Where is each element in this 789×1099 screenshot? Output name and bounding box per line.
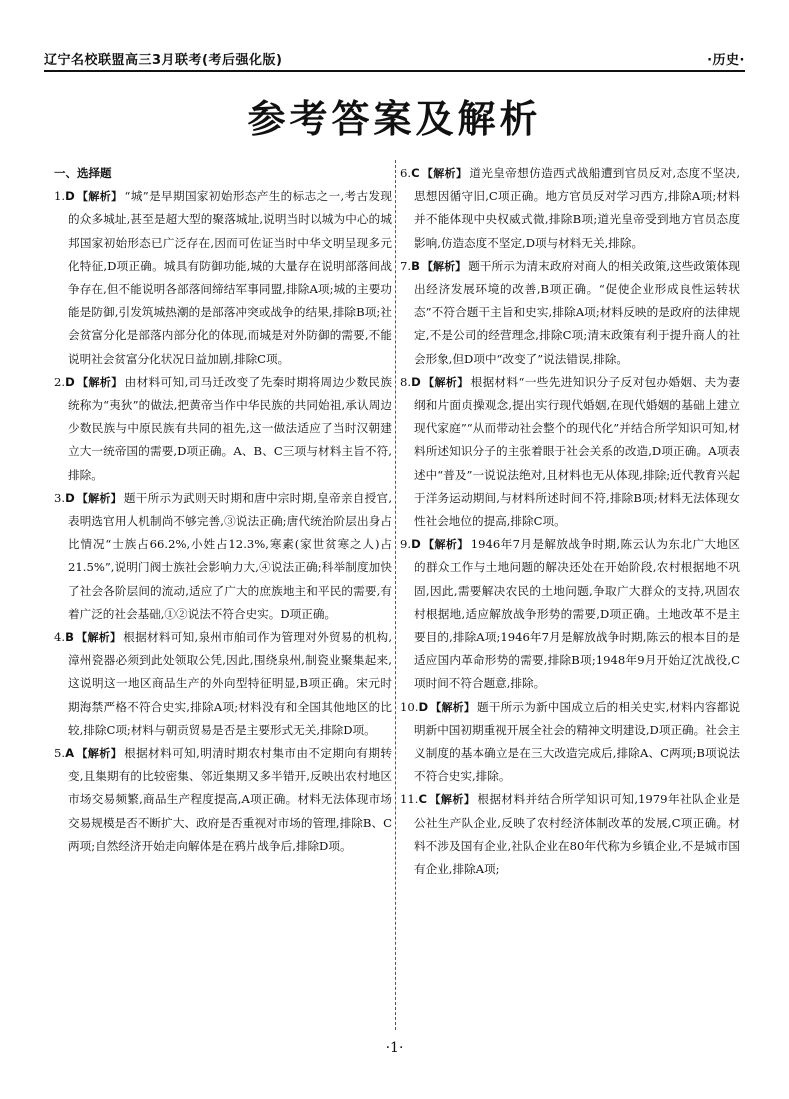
- analysis-text: 由材料可知,司马迁改变了先秦时期将周边少数民族统称为“夷狄”的做法,把黄帝当作中华民族的共同始祖,承认周边少数民族与中原民族有共同的祖先,这一做法适应了当时汉朝建立大一统帝国的需要,D项正确。A、B、C三项与材料主旨不符,排除。: [68, 374, 393, 482]
- left-column: [54, 162, 392, 858]
- analysis-tag: 【解析】: [422, 375, 469, 389]
- answer-item-head: [54, 189, 125, 203]
- answer-item-head: [400, 700, 477, 714]
- analysis-tag: 【解析】: [421, 259, 467, 273]
- answer-item-head: [400, 166, 469, 180]
- page-header: [44, 44, 745, 68]
- analysis-text: 根据材料“一些先进知识分子反对包办婚姻、夫为妻纲和片面贞操观念,提出实行现代婚姻,在现代婚姻的基础上建立现代家庭”“从而带动社会整个的现代化”并结合所学知识可知,材料所述知识分子的主张着眼于社会关系的改造,D项正确。A项表述中“普及”一说说法绝对,且材料也无从体现,排除;近代教育兴起于洋务运动期间,与材料所述时间不符,排除B项;材料无法体现女性社会地位的提高,排除C项。: [414, 374, 741, 529]
- analysis-text: 1946年7月是解放战争时期,陈云认为东北广大地区的群众工作与土地问题的解决还处在开始阶段,农村根据地不巩固,因此,需要解决农民的土地问题,争取广大群众的支持,巩固农村根据地,适应解放战争形势的需要,D项正确。土地改革不是主要目的,排除A项;1946年7月是解放战争时期,陈云的根本目的是适应国内革命形势的需要,排除B项;1948年9月开始辽沈战役,C项时间不符合题意,排除。: [414, 537, 740, 691]
- analysis-tag: 【解析】: [76, 190, 123, 204]
- column-divider: [395, 160, 396, 1030]
- answer-item-head: [54, 630, 123, 644]
- answer-item-head: [400, 259, 468, 273]
- question-number: 9.: [400, 537, 412, 552]
- answer-item-head: [54, 491, 124, 505]
- answer-letter: B: [411, 258, 420, 273]
- answer-letter: D: [65, 189, 75, 204]
- analysis-text: “城”是早期国家初始形态产生的标志之一,考古发现的众多城址,甚至是超大型的聚落城址,说明当时以城为中心的城邦国家初始形态已广泛存在,因而可佐证当时中华文明呈现多元化特征,D项正确。城具有防御功能,城的大量存在说明部落间战争存在,但不能说明各部落间缔结军事同盟,排除A项;城的主要功能是防御,引发筑城热潮的是部落冲突或战争的结果,排除B项;社会贫富分化是部落内部分化的体现,而城是对外防御的需要,不能说明社会贫富分化状况日益加剧,排除C项。: [68, 189, 392, 366]
- analysis-tag: 【解析】: [428, 793, 476, 807]
- answer-letter: A: [65, 746, 75, 761]
- right-column: [400, 162, 740, 881]
- question-number: 8.: [400, 374, 412, 389]
- answer-item: [400, 162, 740, 255]
- analysis-text: 题干所示为武则天时期和唐中宗时期,皇帝亲自授官,表明选官用人机制尚不够完善,③说法正确;唐代统治阶层出身占比情况“士族占66.2%,小姓占12.3%,寒素(家世贫寒之人)占21.5%”,说明门阀士族社会影响力大,④说法正确;科举制度加快了社会各阶层间的流动,适应了广大的庶族地主和平民的需要,有着广泛的社会基础,①②说法不符合史实。D项正确。: [68, 490, 393, 621]
- analysis-text: 根据材料可知,明清时期农村集市由不定期向有期转变,且集期有的比较密集、邻近集期又多半错开,反映出农村地区市场交易频繁,商品生产程度提高,A项正确。材料无法体现市场交易规模是否不断扩大、政府是否重视对市场的管理,排除B、C两项;自然经济开始走向解体是在鸦片战争后,排除D项。: [68, 746, 393, 853]
- answer-letter: C: [418, 792, 427, 807]
- analysis-text: 题干所示为新中国成立后的相关史实,材料内容都说明新中国初期重视开展全社会的精神文明建设,D项正确。社会主义制度的基本确立是在三大改造完成后,排除A、C两项;B项说法不符合史实,排除。: [414, 699, 741, 784]
- question-number: 3.: [54, 490, 66, 505]
- page-title: 参考答案及解析: [247, 97, 542, 141]
- answer-item: [54, 371, 392, 487]
- answer-item-head: [400, 537, 471, 551]
- answer-item: [400, 533, 740, 695]
- answer-letter: B: [65, 630, 74, 645]
- answer-letter: D: [411, 374, 421, 389]
- answer-item: [54, 742, 392, 858]
- analysis-tag: 【解析】: [76, 375, 123, 389]
- analysis-tag: 【解析】: [421, 167, 468, 180]
- analysis-tag: 【解析】: [430, 700, 476, 714]
- analysis-tag: 【解析】: [75, 631, 122, 645]
- answer-letter: C: [411, 166, 420, 180]
- analysis-text: 题干所示为清末政府对商人的相关政策,这些政策体现出经济发展环境的改善,B项正确。“促使企业形成良性运转状态”不符合题干主旨和史实,排除A项;材料反映的是政府的法律规定,不是公司的经营理念,排除C项;清末政策有利于提升商人的社会形象,但D项中“改变了”说法错误,排除。: [414, 258, 740, 366]
- analysis-text: 根据材料并结合所学知识可知,1979年社队企业是公社生产队企业,反映了农村经济体制改革的发展,C项正确。材料不涉及国有企业,社队企业在80年代称为乡镇企业,不是城市国有企业,排除A项;: [414, 792, 740, 877]
- analysis-tag: 【解析】: [76, 491, 122, 505]
- answer-item: [400, 371, 740, 533]
- answer-item: [400, 255, 740, 371]
- analysis-text: 根据材料可知,泉州市舶司作为管理对外贸易的机构,漳州瓷器必须到此处领取公凭,因此,围绕泉州,制瓷业聚集起来,这说明这一地区商品生产的外向型特征明显,B项正确。宋元时期海禁严格不符合史实,排除A项;材料没有和全国其他地区的比较,排除C项;材料与朝贡贸易是否是主要形式无关,排除D项。: [68, 630, 393, 737]
- answer-item-head: [400, 792, 477, 806]
- answer-item: [54, 487, 392, 626]
- header-exam-title: 辽宁名校联盟高三3月联考(考后强化版): [44, 53, 283, 68]
- question-number: 6.: [400, 166, 412, 180]
- question-number: 10.: [400, 699, 419, 714]
- answer-item-head: [54, 746, 124, 760]
- question-number: 11.: [400, 792, 419, 807]
- analysis-text: 道光皇帝想仿造西式战船遭到官员反对,态度不坚决,思想因循守旧,C项正确。地方官员反对学习西方,排除A项;材料并不能体现中央权威式微,排除B项;道光皇帝受到地方官员态度影响,仿造态度不坚定,D项与材料无关,排除。: [414, 166, 741, 250]
- page-number: ·1·: [385, 1040, 404, 1056]
- question-number: 4.: [54, 630, 66, 645]
- answer-item: [54, 626, 392, 742]
- header-subject: ·历史·: [707, 53, 745, 68]
- analysis-tag: 【解析】: [76, 747, 123, 761]
- section-title: 一、选择题: [54, 166, 112, 180]
- answer-item: [400, 696, 740, 789]
- answer-item: [54, 185, 392, 371]
- question-number: 7.: [400, 258, 412, 273]
- header-rule: [44, 70, 745, 72]
- question-number: 5.: [54, 746, 66, 761]
- answer-item-head: [400, 375, 471, 389]
- answer-item: [400, 788, 740, 881]
- answer-letter: D: [418, 699, 429, 714]
- answer-letter: D: [411, 537, 421, 552]
- analysis-tag: 【解析】: [422, 538, 469, 552]
- question-number: 2.: [54, 374, 66, 389]
- answer-item-head: [54, 375, 125, 389]
- answer-letter: D: [65, 490, 75, 505]
- question-number: 1.: [54, 189, 66, 204]
- answer-letter: D: [65, 374, 75, 389]
